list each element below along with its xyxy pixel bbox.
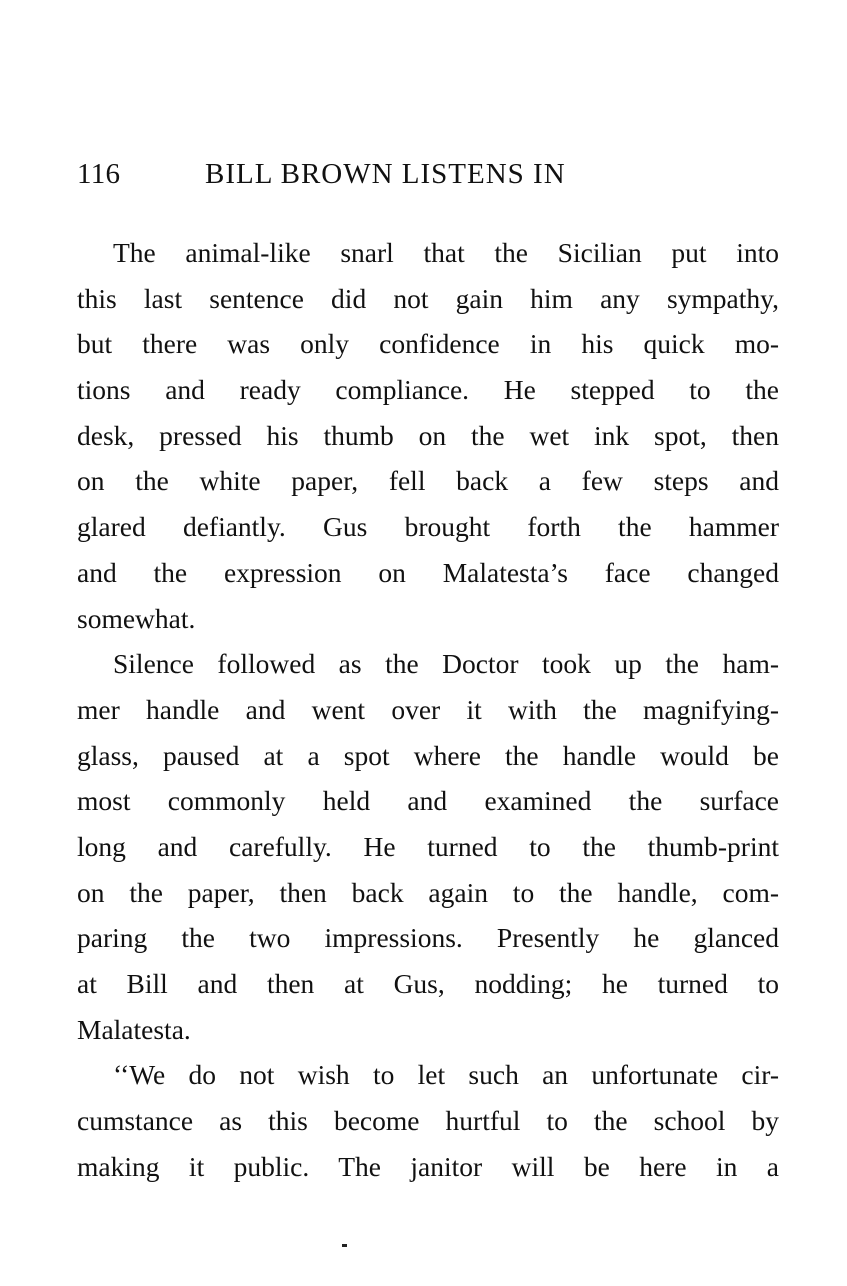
text-line: Silence followed as the Doctor took up the ham-: [113, 648, 779, 680]
text-line: glass, paused at a spot where the handle would be: [77, 739, 779, 771]
text-line: at Bill and then at Gus, nodding; he turned to: [77, 968, 779, 999]
text-line: on the paper, then back again to the handle, com-: [77, 876, 779, 908]
text-line: paring the two impressions. Presently he glanced: [77, 922, 779, 954]
text-line: but there was only confidence in his quick mo-: [77, 328, 779, 360]
text-line: and the expression on Malatesta’s face changed: [77, 556, 779, 588]
print-speck: [342, 1244, 347, 1247]
text-line: on the white paper, fell back a few steps and: [77, 465, 779, 497]
text-line: long and carefully. He turned to the thumb-print: [77, 830, 779, 862]
text-line: glared defiantly. Gus brought forth the hammer: [77, 511, 779, 543]
text-line: mer handle and went over it with the magnifying-: [77, 693, 779, 725]
running-head: [77, 156, 777, 192]
paragraph: [77, 1052, 779, 1189]
text-line: ‘‘We do not wish to let such an unfortunate cir-: [113, 1059, 779, 1091]
text-line: The animal-like snarl that the Sicilian put into: [113, 237, 779, 268]
text-line: cumstance as this become hurtful to the school by: [77, 1105, 779, 1137]
text-line: somewhat.: [77, 602, 196, 634]
text-line: tions and ready compliance. He stepped to the: [77, 374, 779, 406]
paragraph: [77, 641, 779, 1052]
page-number: 116: [77, 158, 121, 190]
text-line: making it public. The janitor will be here in a: [77, 1150, 779, 1182]
text-line: Malatesta.: [77, 1013, 191, 1045]
text-line: most commonly held and examined the surface: [77, 785, 779, 817]
text-line: this last sentence did not gain him any sympathy,: [77, 282, 779, 314]
text-line: desk, pressed his thumb on the wet ink spot, then: [77, 419, 779, 451]
body-text: [77, 230, 779, 1189]
paragraph: [77, 230, 779, 641]
book-title: BILL BROWN LISTENS IN: [205, 158, 566, 190]
